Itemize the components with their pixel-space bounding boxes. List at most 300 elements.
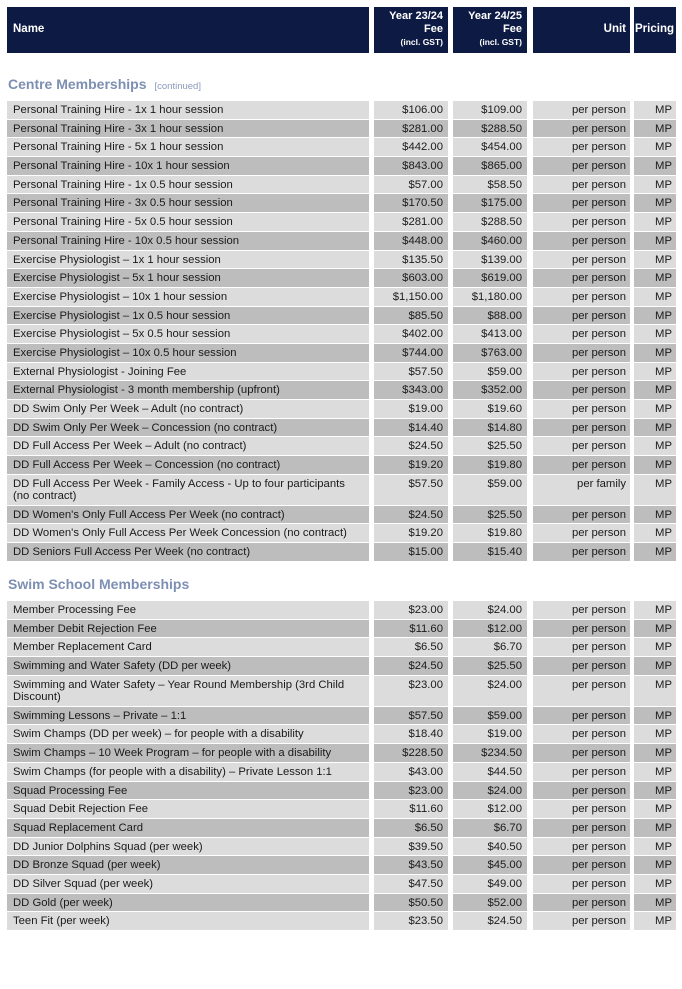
row-name: Swim Champs (for people with a disability) – Private Lesson 1:1	[13, 765, 332, 778]
row-unit-cell	[533, 763, 630, 781]
row-name-cell	[7, 543, 369, 561]
header-fee-year2-note: (incl. GST)	[479, 37, 522, 47]
row-pricing: MP	[655, 328, 672, 341]
row-pricing: MP	[655, 660, 672, 673]
row-fee-year2: $352.00	[481, 384, 522, 397]
row-pricing: MP	[655, 803, 672, 816]
row-unit-cell	[533, 138, 630, 156]
row-fee-year2: $15.40	[487, 546, 522, 559]
row-name: Personal Training Hire - 3x 1 hour session	[13, 122, 224, 135]
row-fee-year2: $24.00	[487, 604, 522, 616]
table-row	[0, 819, 682, 838]
row-pricing-cell	[634, 194, 676, 212]
row-fee-year1-cell	[374, 506, 448, 524]
row-pricing: MP	[655, 728, 672, 741]
table-row	[0, 524, 682, 543]
row-unit: per person	[571, 728, 626, 741]
row-fee-year2: $288.50	[481, 216, 522, 229]
row-fee-year2: $1,180.00	[471, 290, 522, 303]
row-fee-year1: $11.60	[409, 803, 443, 816]
row-name: Squad Debit Rejection Fee	[13, 803, 149, 816]
section-title-swim	[8, 576, 189, 592]
row-pricing: MP	[655, 821, 672, 834]
row-fee-year1: $106.00	[402, 104, 443, 116]
row-pricing-cell	[634, 676, 676, 706]
row-fee-year2: $25.50	[487, 660, 522, 673]
row-fee-year2-cell	[453, 638, 527, 656]
row-pricing-cell	[634, 744, 676, 762]
row-fee-year2-cell	[453, 800, 527, 818]
row-name-cell	[7, 875, 369, 893]
row-fee-year2-cell	[453, 269, 527, 287]
row-pricing-cell	[634, 101, 676, 119]
row-name: Personal Training Hire - 10x 0.5 hour session	[13, 234, 240, 247]
row-unit: per person	[571, 253, 626, 266]
row-fee-year2-cell	[453, 381, 527, 399]
row-name: DD Gold (per week)	[13, 896, 113, 909]
row-unit-cell	[533, 638, 630, 656]
row-pricing: MP	[655, 915, 672, 928]
header-name-label: Name	[13, 23, 45, 35]
row-pricing-cell	[634, 894, 676, 912]
row-fee-year1-cell	[374, 288, 448, 306]
row-unit: per person	[571, 678, 626, 691]
header-fee-year2-label: Year 24/25	[468, 10, 522, 22]
row-pricing-cell	[634, 475, 676, 505]
row-unit: per person	[571, 234, 626, 247]
row-unit: per person	[571, 141, 626, 154]
row-unit: per person	[571, 309, 626, 322]
row-fee-year1-cell	[374, 400, 448, 418]
row-fee-year2-cell	[453, 620, 527, 638]
row-fee-year2-cell	[453, 363, 527, 381]
row-pricing: MP	[655, 216, 672, 229]
row-fee-year2-cell	[453, 176, 527, 194]
row-name-cell	[7, 194, 369, 212]
row-name: Exercise Physiologist – 1x 0.5 hour session	[13, 309, 231, 322]
row-fee-year2: $44.50	[487, 765, 522, 778]
row-unit: per person	[571, 178, 626, 191]
row-pricing-cell	[634, 456, 676, 474]
row-fee-year2: $59.00	[487, 477, 522, 490]
row-pricing: MP	[655, 784, 672, 797]
row-pricing-cell	[634, 400, 676, 418]
row-unit: per person	[571, 877, 626, 890]
row-unit-cell	[533, 838, 630, 856]
row-pricing-cell	[634, 707, 676, 725]
row-name: DD Swim Only Per Week – Adult (no contract)	[13, 403, 244, 415]
row-unit: per person	[571, 840, 626, 853]
row-unit-cell	[533, 620, 630, 638]
section-title-text: Centre Memberships	[8, 76, 147, 92]
row-fee-year2: $288.50	[481, 122, 522, 135]
row-fee-year1: $24.50	[408, 660, 443, 673]
row-name-cell	[7, 363, 369, 381]
row-fee-year1-cell	[374, 912, 448, 930]
row-unit-cell	[533, 232, 630, 250]
row-pricing-cell	[634, 325, 676, 343]
swim-school-table	[0, 601, 682, 931]
row-unit-cell	[533, 456, 630, 474]
row-fee-year1-cell	[374, 194, 448, 212]
row-name-cell	[7, 381, 369, 399]
row-unit-cell	[533, 120, 630, 138]
row-name: Personal Training Hire - 3x 0.5 hour session	[13, 197, 233, 210]
row-pricing-cell	[634, 800, 676, 818]
table-row	[0, 101, 682, 120]
section-continued-note: [continued]	[154, 81, 201, 92]
row-unit: per person	[571, 915, 626, 928]
row-pricing: MP	[655, 253, 672, 266]
table-row	[0, 725, 682, 744]
row-fee-year2: $88.00	[487, 309, 522, 322]
row-fee-year2: $234.50	[481, 747, 522, 760]
row-fee-year2-cell	[453, 524, 527, 542]
row-fee-year2: $25.50	[487, 440, 522, 453]
row-fee-year2-cell	[453, 307, 527, 325]
row-name: DD Swim Only Per Week – Concession (no contract)	[13, 421, 278, 434]
row-fee-year1: $18.40	[408, 728, 443, 741]
row-unit: per person	[571, 421, 626, 434]
row-pricing-cell	[634, 601, 676, 619]
row-fee-year2: $49.00	[487, 877, 522, 890]
table-row	[0, 894, 682, 913]
row-name: Member Debit Rejection Fee	[13, 622, 157, 635]
row-name: Exercise Physiologist – 5x 1 hour session	[13, 272, 221, 285]
row-fee-year1: $281.00	[402, 216, 443, 229]
table-row	[0, 194, 682, 213]
row-fee-year2: $175.00	[481, 197, 522, 210]
row-fee-year1: $39.50	[408, 840, 443, 853]
row-fee-year2-cell	[453, 819, 527, 837]
row-pricing-cell	[634, 213, 676, 231]
row-name-cell	[7, 101, 369, 119]
row-unit-cell	[533, 782, 630, 800]
row-fee-year2: $6.70	[493, 821, 522, 834]
row-fee-year1-cell	[374, 232, 448, 250]
row-fee-year1-cell	[374, 763, 448, 781]
row-pricing-cell	[634, 875, 676, 893]
row-fee-year2: $25.50	[487, 508, 522, 521]
row-pricing-cell	[634, 251, 676, 269]
row-name: Swim Champs – 10 Week Program – for people with a disability	[13, 747, 332, 760]
row-pricing-cell	[634, 856, 676, 874]
row-fee-year1-cell	[374, 524, 448, 542]
row-pricing-cell	[634, 307, 676, 325]
row-pricing-cell	[634, 363, 676, 381]
header-fee-year1-note: (incl. GST)	[400, 37, 443, 47]
row-fee-year1: $57.50	[408, 477, 443, 490]
row-fee-year2: $763.00	[481, 346, 522, 359]
row-name: Exercise Physiologist – 10x 1 hour session	[13, 290, 228, 303]
row-fee-year1: $19.00	[408, 403, 443, 415]
row-pricing-cell	[634, 543, 676, 561]
row-name-cell	[7, 856, 369, 874]
row-unit: per person	[571, 765, 626, 778]
row-name-cell	[7, 437, 369, 455]
row-pricing-cell	[634, 657, 676, 675]
section-title-text: Swim School Memberships	[8, 576, 190, 592]
row-pricing: MP	[655, 459, 672, 472]
row-fee-year1: $6.50	[414, 821, 443, 834]
row-unit: per person	[571, 859, 626, 872]
row-unit: per person	[571, 821, 626, 834]
row-fee-year1-cell	[374, 638, 448, 656]
row-fee-year1-cell	[374, 543, 448, 561]
row-unit-cell	[533, 543, 630, 561]
table-row	[0, 307, 682, 326]
row-unit-cell	[533, 101, 630, 119]
row-name-cell	[7, 524, 369, 542]
row-unit-cell	[533, 725, 630, 743]
row-name-cell	[7, 419, 369, 437]
table-row	[0, 800, 682, 819]
row-fee-year2: $413.00	[481, 328, 522, 341]
row-pricing: MP	[655, 272, 672, 285]
row-pricing: MP	[655, 840, 672, 853]
row-pricing-cell	[634, 344, 676, 362]
row-fee-year2: $454.00	[481, 141, 522, 154]
row-name: DD Full Access Per Week – Concession (no contract)	[13, 459, 281, 472]
row-fee-year1-cell	[374, 875, 448, 893]
row-fee-year1-cell	[374, 601, 448, 619]
row-fee-year1-cell	[374, 363, 448, 381]
row-unit-cell	[533, 506, 630, 524]
row-fee-year1-cell	[374, 475, 448, 505]
row-unit-cell	[533, 676, 630, 706]
row-name-cell	[7, 894, 369, 912]
row-name-cell	[7, 800, 369, 818]
row-fee-year1: $843.00	[402, 160, 443, 173]
table-row	[0, 232, 682, 251]
row-unit-cell	[533, 819, 630, 837]
row-fee-year2: $139.00	[481, 253, 522, 266]
section-title-centre	[8, 76, 201, 92]
row-fee-year2-cell	[453, 838, 527, 856]
row-name-cell	[7, 456, 369, 474]
row-fee-year2-cell	[453, 213, 527, 231]
header-fee-year1-label: Year 23/24	[389, 10, 443, 22]
row-fee-year1: $43.00	[408, 765, 443, 778]
table-row	[0, 344, 682, 363]
row-pricing: MP	[655, 197, 672, 210]
row-name-cell	[7, 325, 369, 343]
row-name: DD Seniors Full Access Per Week (no contract)	[13, 546, 251, 559]
row-name: Member Replacement Card	[13, 641, 152, 654]
row-fee-year2-cell	[453, 400, 527, 418]
row-name: DD Full Access Per Week - Family Access - Up to four participants (no contract)	[13, 477, 345, 503]
table-row	[0, 763, 682, 782]
row-unit: per person	[571, 527, 626, 540]
row-fee-year1-cell	[374, 120, 448, 138]
row-fee-year1: $442.00	[402, 141, 443, 154]
row-fee-year1: $50.50	[408, 896, 443, 909]
row-fee-year1: $15.00	[408, 546, 443, 559]
row-unit: per person	[571, 272, 626, 285]
table-row	[0, 875, 682, 894]
row-name: DD Junior Dolphins Squad (per week)	[13, 840, 203, 853]
row-unit: per person	[571, 403, 626, 415]
row-name-cell	[7, 676, 369, 706]
row-name: Member Processing Fee	[13, 604, 137, 616]
row-fee-year1-cell	[374, 894, 448, 912]
row-pricing: MP	[655, 122, 672, 135]
row-fee-year2-cell	[453, 744, 527, 762]
row-fee-year1: $23.50	[408, 915, 443, 928]
row-pricing: MP	[655, 141, 672, 154]
row-unit-cell	[533, 744, 630, 762]
row-unit-cell	[533, 419, 630, 437]
row-fee-year1: $170.50	[402, 197, 443, 210]
row-unit: per person	[571, 546, 626, 559]
row-unit-cell	[533, 707, 630, 725]
table-row	[0, 419, 682, 438]
row-unit-cell	[533, 475, 630, 505]
row-fee-year2-cell	[453, 101, 527, 119]
row-pricing-cell	[634, 138, 676, 156]
row-pricing: MP	[655, 747, 672, 760]
row-fee-year1: $57.50	[408, 365, 443, 378]
row-name: Personal Training Hire - 1x 1 hour session	[13, 104, 224, 116]
header-fee-year1-cell	[374, 7, 448, 53]
row-fee-year1: $57.50	[408, 709, 443, 722]
row-pricing: MP	[655, 508, 672, 521]
row-fee-year2: $52.00	[487, 896, 522, 909]
row-fee-year2-cell	[453, 157, 527, 175]
row-name-cell	[7, 213, 369, 231]
row-unit-cell	[533, 307, 630, 325]
row-unit: per person	[571, 604, 626, 616]
row-pricing-cell	[634, 725, 676, 743]
table-row	[0, 543, 682, 562]
row-unit: per person	[571, 197, 626, 210]
row-name: Swim Champs (DD per week) – for people with a disability	[13, 728, 304, 741]
row-fee-year1-cell	[374, 676, 448, 706]
row-fee-year1-cell	[374, 838, 448, 856]
row-name-cell	[7, 120, 369, 138]
row-unit-cell	[533, 894, 630, 912]
row-name: DD Bronze Squad (per week)	[13, 859, 161, 872]
header-pricing-cell	[634, 7, 676, 53]
row-name-cell	[7, 657, 369, 675]
row-pricing-cell	[634, 232, 676, 250]
row-fee-year2: $619.00	[481, 272, 522, 285]
row-pricing: MP	[655, 178, 672, 191]
row-name: Swimming and Water Safety – Year Round Membership (3rd Child Discount)	[13, 678, 345, 704]
row-fee-year1: $23.00	[408, 678, 443, 691]
row-fee-year1-cell	[374, 437, 448, 455]
row-name-cell	[7, 638, 369, 656]
row-name: DD Silver Squad (per week)	[13, 877, 154, 890]
row-unit: per person	[571, 747, 626, 760]
row-unit-cell	[533, 875, 630, 893]
row-fee-year1-cell	[374, 307, 448, 325]
row-unit-cell	[533, 601, 630, 619]
row-unit-cell	[533, 213, 630, 231]
row-pricing: MP	[655, 160, 672, 173]
row-fee-year1: $744.00	[402, 346, 443, 359]
row-unit-cell	[533, 437, 630, 455]
row-unit: per person	[571, 216, 626, 229]
row-fee-year1-cell	[374, 269, 448, 287]
row-fee-year1-cell	[374, 419, 448, 437]
row-fee-year1: $47.50	[408, 877, 443, 890]
row-fee-year1: $24.50	[408, 440, 443, 453]
row-fee-year1: $228.50	[402, 747, 443, 760]
row-unit-cell	[533, 176, 630, 194]
row-pricing: MP	[655, 440, 672, 453]
row-unit-cell	[533, 157, 630, 175]
table-row	[0, 676, 682, 707]
row-pricing-cell	[634, 506, 676, 524]
row-fee-year2: $19.60	[487, 403, 522, 415]
row-pricing: MP	[655, 309, 672, 322]
row-fee-year1: $57.00	[408, 178, 443, 191]
row-fee-year2: $45.00	[487, 859, 522, 872]
row-name-cell	[7, 251, 369, 269]
row-pricing: MP	[655, 527, 672, 540]
row-pricing: MP	[655, 641, 672, 654]
row-pricing-cell	[634, 419, 676, 437]
row-fee-year1: $448.00	[402, 234, 443, 247]
row-fee-year2-cell	[453, 232, 527, 250]
row-fee-year2: $24.00	[487, 784, 522, 797]
row-pricing-cell	[634, 120, 676, 138]
row-fee-year2-cell	[453, 782, 527, 800]
table-row	[0, 251, 682, 270]
row-unit-cell	[533, 856, 630, 874]
row-fee-year1-cell	[374, 344, 448, 362]
row-name-cell	[7, 819, 369, 837]
row-fee-year1-cell	[374, 157, 448, 175]
row-unit: per person	[571, 104, 626, 116]
row-fee-year1-cell	[374, 213, 448, 231]
row-name-cell	[7, 763, 369, 781]
table-row	[0, 381, 682, 400]
row-fee-year2-cell	[453, 856, 527, 874]
row-pricing-cell	[634, 763, 676, 781]
row-pricing: MP	[655, 859, 672, 872]
row-fee-year2-cell	[453, 894, 527, 912]
row-pricing: MP	[655, 678, 672, 691]
row-fee-year2-cell	[453, 456, 527, 474]
table-row	[0, 157, 682, 176]
row-unit: per person	[571, 328, 626, 341]
row-pricing-cell	[634, 176, 676, 194]
table-row	[0, 120, 682, 139]
row-name: DD Women's Only Full Access Per Week Concession (no contract)	[13, 527, 347, 540]
row-fee-year1-cell	[374, 251, 448, 269]
row-fee-year1-cell	[374, 325, 448, 343]
row-unit-cell	[533, 344, 630, 362]
row-fee-year2-cell	[453, 506, 527, 524]
row-unit-cell	[533, 363, 630, 381]
row-fee-year1: $23.00	[408, 604, 443, 616]
row-fee-year2-cell	[453, 875, 527, 893]
header-fee-year1-fee: Fee	[424, 23, 443, 35]
table-row	[0, 138, 682, 157]
table-row	[0, 838, 682, 857]
row-name: External Physiologist - Joining Fee	[13, 365, 187, 378]
row-unit: per person	[571, 784, 626, 797]
row-fee-year1-cell	[374, 800, 448, 818]
row-fee-year1: $85.50	[408, 309, 443, 322]
row-pricing: MP	[655, 365, 672, 378]
row-name: Teen Fit (per week)	[13, 915, 110, 928]
row-name-cell	[7, 344, 369, 362]
row-unit: per family	[577, 477, 626, 490]
row-unit-cell	[533, 657, 630, 675]
